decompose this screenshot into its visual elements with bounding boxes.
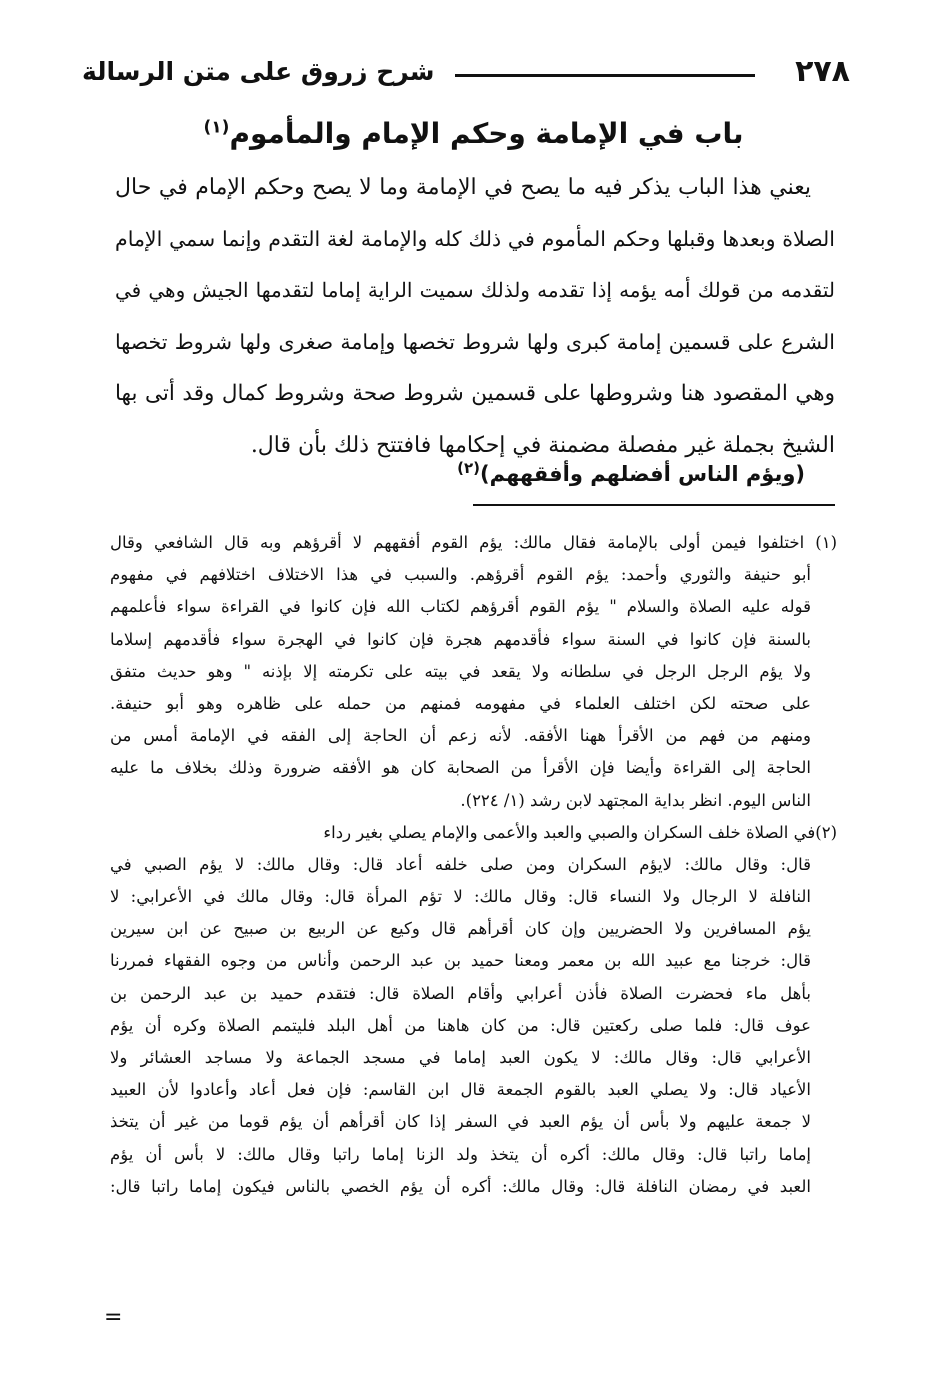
page-number: ٢٧٨ bbox=[795, 54, 850, 89]
chapter-title bbox=[0, 108, 947, 160]
matn-quote bbox=[115, 452, 835, 496]
main-text-line: الشرع على قسمين إمامة كبرى ولها شروط تخصها وإمامة صغرى ولها شروط تخصها bbox=[115, 329, 835, 354]
main-text-line: الصلاة وبعدها وقبلها وحكم المأموم في ذلك كله والإمامة لغة التقدم وإنما سمي الإمام bbox=[115, 226, 835, 251]
continuation-mark: = bbox=[104, 1305, 123, 1330]
footnote-1-line: الناس اليوم. انظر بداية المجتهد لابن رشد (١/ ٢٢٤). bbox=[460, 790, 811, 810]
footnote-1-line: الحاجة إلى القراءة وأيضا فإن الأقرأ من الصحابة كان هو الأفقه ضرورة وذلك بخلاف ما عليه bbox=[110, 758, 811, 778]
main-text-line: وهي المقصود هنا وشروطها على قسمين شروط صحة وشروط كمال وقد أتى بها bbox=[115, 381, 835, 406]
footnote-2-line: عوف قال: فلما صلى ركعتين قال: من كان هاهنا من أهل البلد فليتمم الصلاة وكره أن يؤم bbox=[110, 1015, 811, 1035]
matn-footnote-ref: (٢) bbox=[457, 459, 480, 477]
footnote-2-marker: (٢) bbox=[815, 822, 837, 842]
main-text bbox=[115, 162, 835, 471]
footnote-2-line: الأعياد قال: ولا يصلي العبد بالقوم الجمعة قال ابن القاسم: فإن فعل أعاد وأعادوا لأن العبيد bbox=[110, 1080, 811, 1100]
main-text-line: الشيخ بجملة غير مفصلة مضمنة في إحكامها فافتتح ذلك بأن قال. bbox=[250, 432, 835, 458]
footnote-1-line: ومنهم من فهم من الأقرأ ههنا الأفقه. لأنه زعم أن الحاجة إلى الفقه في الإمامة أمس من bbox=[110, 726, 811, 746]
chapter-footnote-ref: (١) bbox=[203, 117, 230, 138]
footnote-1-marker: (١) bbox=[815, 533, 837, 552]
footnote-2-line: الأعرابي قال: وقال مالك: لا يكون العبد إماما في مسجد الجماعة ولا مساجد العشائر ولا bbox=[110, 1048, 811, 1067]
footnote-2-heading bbox=[110, 817, 837, 849]
chapter-title-text: باب في الإمامة وحكم الإمام والمأموم bbox=[229, 117, 744, 150]
footnote-2-line: قال: خرجنا مع عبيد الله بن معمر ومعنا حميد بن عبد الرحمن وأناس من وجوه الفقهاء فمررنا bbox=[110, 951, 811, 971]
footnote-2-line: بأهل ماء فحضرت الصلاة فأذن أعرابي وأقام الصلاة قال: فتقدم حميد بن عبد الرحمن بن bbox=[110, 983, 811, 1003]
footnote-1-text: اختلفوا فيمن أولى بالإمامة فقال مالك: يؤم القوم أفقههم لا أقرؤهم وبه قال الشافعي وقال bbox=[110, 533, 805, 552]
footnote-2-line: العبد في رمضان النافلة قال: وقال مالك: أكره أن يؤم الخصي بالناس فيكون إماما راتبا قال: bbox=[110, 1176, 811, 1196]
footnote-2-line: يؤم المسافرين ولا الحضريين وإن كان أقرأهم قال وكيع عن الربيع بن صبيح عن ابن سيرين bbox=[110, 919, 811, 939]
footnote-2-line: النافلة لا الرجال ولا النساء قال: وقال مالك: لا تؤم المرأة قال: وقال مالك في الأعرابي: لا bbox=[110, 887, 811, 907]
footnote-2-line: قال: وقال مالك: لايؤم السكران ومن صلى خلفه أعاد قال: وقال مالك: لا يؤم الصبي في bbox=[110, 854, 811, 874]
footnote-1-line bbox=[110, 527, 837, 559]
main-text-line: لتقدمه من قولك أمه يؤمه إذا تقدمه ولذلك سميت الراية إماما لتقدمها الجيش وهي في bbox=[115, 278, 835, 302]
running-title: شرح زروق على متن الرسالة bbox=[82, 57, 435, 86]
footnote-1-line: بالسنة فإن كانوا في السنة سواء فأقدمهم هجرة فإن كانوا في الهجرة سواء فأقدمهم إسلاما bbox=[110, 629, 811, 649]
footnote-1-line: ولا يؤم الرجل الرجل في سلطانه ولا يقعد في بيته على تكرمته إلا بإذنه " وهو حديث متفق bbox=[110, 661, 811, 681]
footnote-1-line: على صحته لكن اختلف العلماء في مفهومه فمنهم من حمله على ظاهره وهو أبو حنيفة. bbox=[110, 693, 811, 713]
footnote-1-line: قوله عليه الصلاة والسلام " يؤم القوم أقرؤهم لكتاب الله فإن كانوا في القراءة سواء فأعلمهم bbox=[110, 597, 811, 617]
main-text-line: يعني هذا الباب يذكر فيه ما يصح في الإمامة وما لا يصح وحكم الإمام في حال bbox=[115, 175, 811, 200]
matn-quote-text: (ويؤم الناس أفضلهم وأفقههم) bbox=[480, 462, 805, 486]
page-header bbox=[80, 50, 850, 102]
footnote-2-line: لا جمعة عليهم ولا بأس أن يؤم العبد في السفر إذا كان أقرأهم أن يؤم قوما من غير أن يتخذ bbox=[110, 1112, 811, 1132]
footnote-2-line: إماما راتبا قال: وقال مالك: أكره أن يتخذ ولد الزنا إماما راتبا وقال مالك: لا بأس أن يؤم bbox=[110, 1144, 811, 1164]
header-rule bbox=[455, 74, 755, 77]
footnotes bbox=[110, 527, 837, 1203]
footnote-1-line: أبو حنيفة والثوري وأحمد: يؤم القوم أقرؤهم. والسبب في هذا الاختلاف اختلافهم في مفهوم bbox=[110, 565, 811, 585]
footnote-2-heading-text: في الصلاة خلف السكران والصبي والعبد والأعمى والإمام يصلي بغير رداء bbox=[323, 822, 816, 842]
footnote-separator bbox=[473, 504, 835, 506]
